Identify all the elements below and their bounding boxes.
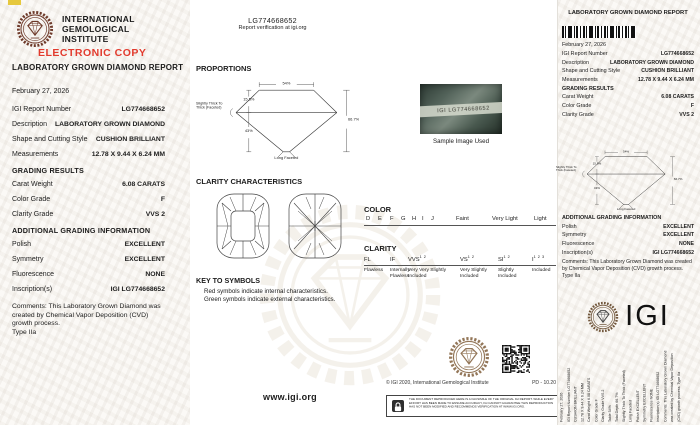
field-value: CUSHION BRILLIANT (95, 136, 165, 143)
igi-logo (557, 300, 700, 333)
side-label-details (562, 42, 694, 121)
field-row (562, 51, 694, 60)
color-grade: I (422, 216, 424, 222)
field-value: EXCELLENT (663, 223, 694, 230)
depth-percent: 66.7% (348, 118, 360, 123)
clarity-grade-text: SI (498, 256, 504, 263)
igi-stamp-seal (448, 336, 490, 378)
field-label: Shape and Cutting Style (562, 68, 621, 75)
field-row (12, 256, 165, 271)
proportions-canvas (226, 79, 364, 163)
field-value: 12.78 X 9.44 X 6.24 MM (638, 77, 694, 84)
clarity-grade (364, 255, 371, 263)
clarity-scale-descriptions (364, 266, 556, 280)
strip-line: Slightly Thick To Thick (Faceted) (622, 370, 626, 422)
corner-tag (8, 0, 21, 5)
field-row (12, 181, 165, 196)
pavilion-percent: 43% (244, 129, 253, 134)
field-label: Fluorescence (562, 241, 595, 248)
report-left-panel (0, 0, 190, 425)
clarity-desc: Very Slightly Included (460, 268, 487, 279)
security-statement-box (386, 395, 559, 417)
field-label: Clarity Grade (12, 211, 54, 218)
strip-line: CUSHION BRILLIANT (574, 386, 578, 422)
strip-line: Total Depth 66.7% (615, 392, 619, 422)
field-label: IGI Report Number (12, 106, 72, 113)
field-value: NONE (679, 241, 694, 248)
clarity-grade (390, 255, 395, 263)
clarity-grade (498, 255, 510, 263)
field-row (562, 250, 694, 259)
strip-line: Fluorescence NONE (649, 388, 654, 422)
color-scale-line (364, 225, 556, 226)
key-to-symbols-title: KEY TO SYMBOLS (196, 276, 261, 285)
clarity-grade-text: VS (460, 256, 468, 263)
institute-line: GEMOLOGICAL (62, 24, 130, 34)
color-grade: D (366, 216, 371, 222)
field-value: 12.78 X 9.44 X 6.24 MM (91, 151, 165, 158)
clarity-grade-sub: 1 2 (467, 255, 475, 259)
proportions-diagram-mini (556, 148, 689, 213)
inscription-band (420, 102, 502, 118)
field-label: Measurements (12, 151, 59, 158)
clarity-grade-text: FL (364, 256, 371, 263)
institute-line: INTERNATIONAL (62, 14, 135, 24)
clarity-grade-sub: 1 2 3 (533, 255, 545, 259)
strip-line: February 27, 2026 (560, 392, 564, 422)
crown-percent: 15.5% (243, 98, 255, 103)
clarity-plot-pavilion (286, 191, 344, 266)
barcode (562, 26, 636, 38)
field-label: Polish (12, 241, 32, 248)
strip-line: Comments: This Laboratory Grown Diamond was created by Chemical Vapor Deposition (CVD) growth process. Type IIa (663, 350, 682, 422)
strip-line: Carat Weight 6.08 CARATS (587, 377, 592, 422)
lock-icon (392, 400, 404, 412)
table-percent: 54% (623, 150, 630, 154)
proportions-canvas (580, 148, 687, 213)
field-label: Carat Weight (12, 181, 53, 188)
igi-seal-icon (587, 301, 619, 333)
key-to-symbols-text (204, 288, 335, 303)
depth-percent: 66.7% (673, 178, 683, 182)
diamond-profile-drawing (580, 148, 687, 213)
comments-text: Comments: This Laboratory Grown Diamond was created by Chemical Vapor Deposition (CVD) growth process. (12, 303, 161, 328)
institute-name (62, 14, 135, 44)
strip-line: 12.78 X 9.44 X 6.24 MM (580, 383, 585, 422)
color-scale-grades (364, 214, 556, 225)
field-row (12, 196, 165, 211)
field-label: Fluorescence (12, 271, 55, 278)
clarity-grade-text: VVS (408, 256, 420, 263)
color-range: Very Light (492, 216, 518, 222)
field-label: Description (12, 121, 48, 128)
field-value: EXCELLENT (124, 241, 165, 248)
report-title: LABORATORY GROWN DIAMOND REPORT (12, 63, 184, 72)
clarity-grade-text: I (532, 256, 534, 263)
clarity-desc: Flawless (364, 268, 384, 273)
field-value: LABORATORY GROWN DIAMOND (54, 121, 165, 128)
field-value: F (160, 196, 165, 203)
clarity-grade-sub: 1 2 (503, 255, 511, 259)
strip-line: Table 54% (608, 405, 613, 422)
field-value: IGI LG774668652 (652, 249, 694, 256)
key-line-internal: Red symbols indicate internal characteristics. (204, 288, 328, 295)
field-row (562, 103, 694, 112)
report-details (12, 88, 165, 337)
field-row (12, 136, 165, 151)
field-value: IGI LG774668652 (110, 286, 165, 293)
field-value: EXCELLENT (124, 256, 165, 263)
rotated-summary-strip (559, 348, 698, 422)
type-line: Type IIa (12, 328, 37, 336)
field-row (12, 241, 165, 256)
additional-grading-header: ADDITIONAL GRADING INFORMATION (12, 226, 151, 235)
field-row (562, 241, 694, 250)
clarity-desc: Slightly Included (498, 268, 517, 279)
color-grade: J (431, 216, 434, 222)
girdle-label: Slightly Thick To Thick (Faceted) (196, 101, 223, 110)
field-row (12, 271, 165, 286)
verification-block (200, 16, 345, 31)
report-date: February 27, 2026 (12, 88, 70, 95)
copyright-text: © IGI 2020, International Gemological Institute (386, 380, 489, 386)
side-label-title: LABORATORY GROWN DIAMOND REPORT (568, 10, 688, 16)
clarity-grade-sub: 1 2 (419, 255, 427, 259)
electronic-copy-label: ELECTRONIC COPY (38, 47, 147, 59)
field-value: 6.08 CARATS (122, 181, 165, 188)
field-row (12, 106, 165, 121)
type-line: Type IIa (562, 273, 581, 280)
color-grade: G (401, 216, 406, 222)
color-range: Faint (456, 216, 469, 222)
clarity-scale-grades (364, 253, 556, 265)
field-label: Symmetry (12, 256, 44, 263)
pavilion-percent: 43% (593, 187, 600, 191)
clarity-characteristics-title: CLARITY CHARACTERISTICS (196, 177, 303, 186)
color-grade: E (378, 216, 382, 222)
field-label: Clarity Grade (562, 111, 594, 118)
field-label: Inscription(s) (562, 249, 593, 256)
clarity-desc: Very Very Slightly Included (408, 268, 447, 279)
field-row (562, 68, 694, 77)
rotated-summary-text (559, 348, 698, 422)
additional-grading-header: ADDITIONAL GRADING INFORMATION (562, 215, 662, 221)
field-row (12, 286, 165, 301)
culet-label: Long Faceted (274, 156, 299, 161)
field-row (562, 112, 694, 121)
clarity-scale-title: CLARITY (364, 244, 397, 253)
grading-results-header: GRADING RESULTS (12, 166, 84, 175)
side-label-additional (562, 215, 694, 280)
field-row (562, 60, 694, 69)
clarity-grade (532, 255, 545, 263)
color-scale-title: COLOR (364, 205, 392, 214)
igi-seal-icon (16, 10, 54, 48)
field-label: Measurements (562, 77, 598, 84)
diamond-profile-drawing (226, 79, 364, 163)
strip-line: Symmetry EXCELLENT (643, 383, 647, 422)
color-grade: H (412, 216, 417, 222)
strip-line: Color Grade F (594, 399, 599, 422)
field-row (562, 77, 694, 86)
field-label: Symmetry (562, 232, 587, 239)
field-value: NONE (145, 271, 165, 278)
field-label: Color Grade (562, 103, 592, 110)
report-date: February 27, 2026 (562, 42, 607, 48)
clarity-plot-crown (214, 191, 272, 266)
security-statement-text: THE DOCUMENT REPRODUCED HERE IS A FACSIMILE OF THE ORIGINAL IGI REPORT. WHILE EVERY EFFORT HAS BEEN MADE TO ENSURE ACCURACY, IGI CANNOT GUARANTEE THIS REPRODUCTION HAS NOT BEEN MODIFIED AND RECOMMENDS VERIFICATION AT WWW.IGI.ORG. (409, 398, 554, 409)
field-value: CUSHION BRILLIANT (641, 68, 694, 75)
strip-line: IGI Report Number LG774668652 (567, 367, 571, 422)
field-label: Shape and Cutting Style (12, 136, 88, 143)
proportions-title: PROPORTIONS (196, 64, 252, 73)
strip-line: Polish EXCELLENT (636, 390, 640, 422)
crown-percent: 15.5% (592, 162, 602, 166)
igi-logo-text: IGI (625, 300, 670, 332)
field-value: 6.08 CARATS (661, 94, 694, 101)
field-row (562, 94, 694, 103)
document-code: PD - 10.20 (532, 380, 556, 386)
field-label: Polish (562, 223, 577, 230)
culet-label: Long Faceted (616, 208, 636, 212)
clarity-grade-text: IF (390, 256, 396, 263)
field-row (12, 151, 165, 166)
field-row (562, 224, 694, 233)
clarity-grade (408, 255, 426, 263)
field-row (12, 121, 165, 136)
institute-line: INSTITUTE (62, 34, 109, 44)
field-value: F (690, 103, 694, 110)
field-value: VVS 2 (145, 211, 165, 218)
strip-line: Clarity Grade VVS 2 (601, 389, 606, 422)
field-value: LG774668652 (660, 51, 694, 57)
igi-website-link: www.igi.org (263, 392, 317, 402)
inscription-text: IGI LG774668652 (437, 105, 490, 114)
field-value: LABORATORY GROWN DIAMOND (610, 59, 694, 66)
sample-image-caption: Sample Image Used (432, 138, 490, 145)
color-grade: F (390, 216, 394, 222)
verification-caption: Report verification at igi.org (238, 25, 307, 31)
sample-inscription-photo (420, 84, 502, 134)
field-value: VVS 2 (679, 111, 694, 118)
strip-line: Inscription(s) IGI LG774668652 (656, 371, 661, 422)
field-label: Description (562, 59, 589, 66)
strip-line: Long Faceted (629, 399, 633, 422)
table-percent: 54% (282, 82, 291, 87)
grading-results-header: GRADING RESULTS (562, 85, 614, 92)
field-row (12, 211, 165, 226)
clarity-scale (364, 244, 556, 280)
clarity-grade (460, 255, 475, 263)
field-value: LG774668652 (121, 106, 165, 113)
qr-code (502, 345, 530, 373)
field-row (562, 232, 694, 241)
comments-text: Comments: This Laboratory Grown Diamond was created by Chemical Vapor Deposition (CVD) growth process. (562, 259, 692, 272)
field-label: IGI Report Number (562, 51, 608, 57)
girdle-label: Slightly Thick To Thick (Faceted) (556, 165, 577, 172)
field-label: Color Grade (12, 196, 51, 203)
clarity-desc: Included (532, 268, 551, 273)
color-range: Light (534, 216, 547, 222)
key-line-external: Green symbols indicate external characteristics. (204, 295, 336, 303)
verification-number: LG774668652 (248, 16, 297, 25)
field-label: Carat Weight (562, 94, 594, 101)
field-label: Inscription(s) (12, 286, 53, 293)
field-value: EXCELLENT (663, 232, 694, 239)
proportions-diagram (196, 79, 368, 163)
color-scale (364, 205, 556, 226)
clarity-desc: Internally Flawless (390, 268, 410, 279)
